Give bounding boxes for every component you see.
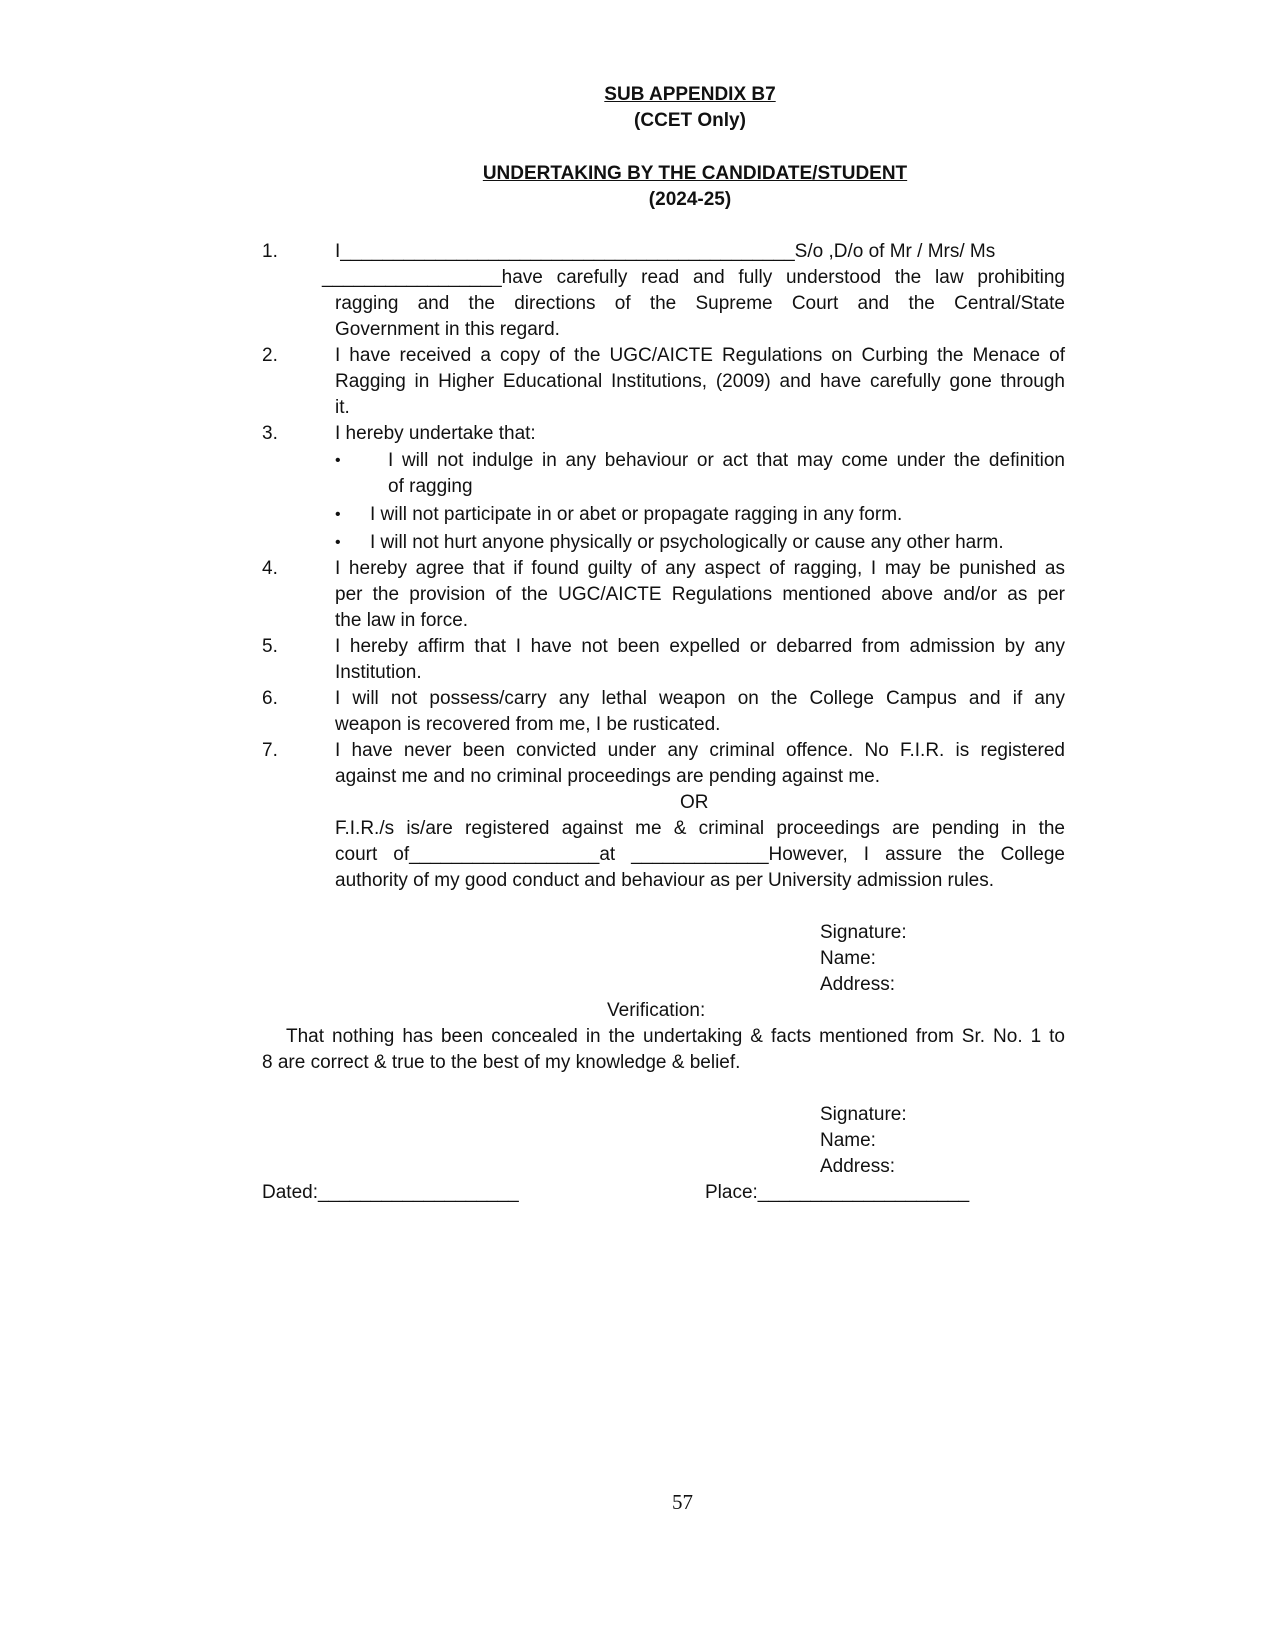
item-3-line-1: I hereby undertake that:: [335, 423, 536, 444]
item-number-1: 1.: [262, 241, 278, 262]
item-6-line-1: I will not possess/carry any lethal weapon on the College Campus and if any: [335, 688, 1065, 709]
address-label-2: Address:: [820, 1156, 895, 1177]
item-1-line-3: ragging and the directions of the Supreme Court and the Central/State: [335, 293, 1065, 314]
place-field: Place:____________________: [705, 1182, 970, 1203]
or-separator: OR: [680, 792, 709, 813]
name-label-2: Name:: [820, 1130, 876, 1151]
appendix-heading: SUB APPENDIX B7: [604, 84, 776, 105]
item-5-line-2: Institution.: [335, 662, 422, 683]
item-4-line-3: the law in force.: [335, 610, 469, 631]
appendix-scope: (CCET Only): [634, 110, 746, 131]
verification-line-1: That nothing has been concealed in the undertaking & facts mentioned from Sr. No. 1 to: [286, 1026, 1065, 1047]
verification-line-2: 8 are correct & true to the best of my knowledge & belief.: [262, 1052, 741, 1073]
item-1-line-4: Government in this regard.: [335, 319, 560, 340]
item-4-line-1: I hereby agree that if found guilty of any aspect of ragging, I may be punished as: [335, 558, 1065, 579]
page-number: 57: [672, 1490, 693, 1514]
bullet-1-line-1: I will not indulge in any behaviour or act that may come under the definition: [388, 450, 1065, 471]
bullet-2: I will not participate in or abet or propagate ragging in any form.: [370, 504, 903, 525]
item-1-line-2: _________________have carefully read and fully understood the law prohibiting: [322, 267, 1065, 288]
bullet-icon: •: [335, 452, 341, 469]
item-5-line-1: I hereby affirm that I have not been expelled or debarred from admission by any: [335, 636, 1065, 657]
item-7-line-4: court of__________________at _____________However, I assure the College: [335, 844, 1065, 865]
document-year: (2024-25): [648, 189, 732, 210]
bullet-icon: •: [335, 534, 341, 551]
item-7-line-5: authority of my good conduct and behaviour as per University admission rules.: [335, 870, 995, 891]
item-6-line-2: weapon is recovered from me, I be rusticated.: [335, 714, 721, 735]
bullet-icon: •: [335, 506, 341, 523]
item-1-line-1: I___________________________________________S/o ,D/o of Mr / Mrs/ Ms: [335, 241, 996, 262]
item-7-line-3: F.I.R./s is/are registered against me & criminal proceedings are pending in the: [335, 818, 1065, 839]
item-number-2: 2.: [262, 345, 278, 366]
item-2-line-3: it.: [335, 397, 350, 418]
bullet-3: I will not hurt anyone physically or psychologically or cause any other harm.: [370, 532, 1004, 553]
item-number-3: 3.: [262, 423, 278, 444]
verification-heading: Verification:: [607, 1000, 706, 1021]
bullet-1-line-2: of ragging: [388, 476, 473, 497]
address-label-1: Address:: [820, 974, 895, 995]
dated-field: Dated:___________________: [262, 1182, 519, 1203]
item-7-line-2: against me and no criminal proceedings are pending against me.: [335, 766, 880, 787]
document-title: UNDERTAKING BY THE CANDIDATE/STUDENT: [482, 163, 908, 184]
item-number-7: 7.: [262, 740, 278, 761]
signature-label-1: Signature:: [820, 922, 907, 943]
name-label-1: Name:: [820, 948, 876, 969]
item-number-4: 4.: [262, 558, 278, 579]
item-2-line-2: Ragging in Higher Educational Institutions, (2009) and have carefully gone through: [335, 371, 1065, 392]
signature-label-2: Signature:: [820, 1104, 907, 1125]
item-number-5: 5.: [262, 636, 278, 657]
item-number-6: 6.: [262, 688, 278, 709]
item-4-line-2: per the provision of the UGC/AICTE Regulations mentioned above and/or as per: [335, 584, 1065, 605]
item-7-line-1: I have never been convicted under any criminal offence. No F.I.R. is registered: [335, 740, 1065, 761]
item-2-line-1: I have received a copy of the UGC/AICTE Regulations on Curbing the Menace of: [335, 345, 1065, 366]
